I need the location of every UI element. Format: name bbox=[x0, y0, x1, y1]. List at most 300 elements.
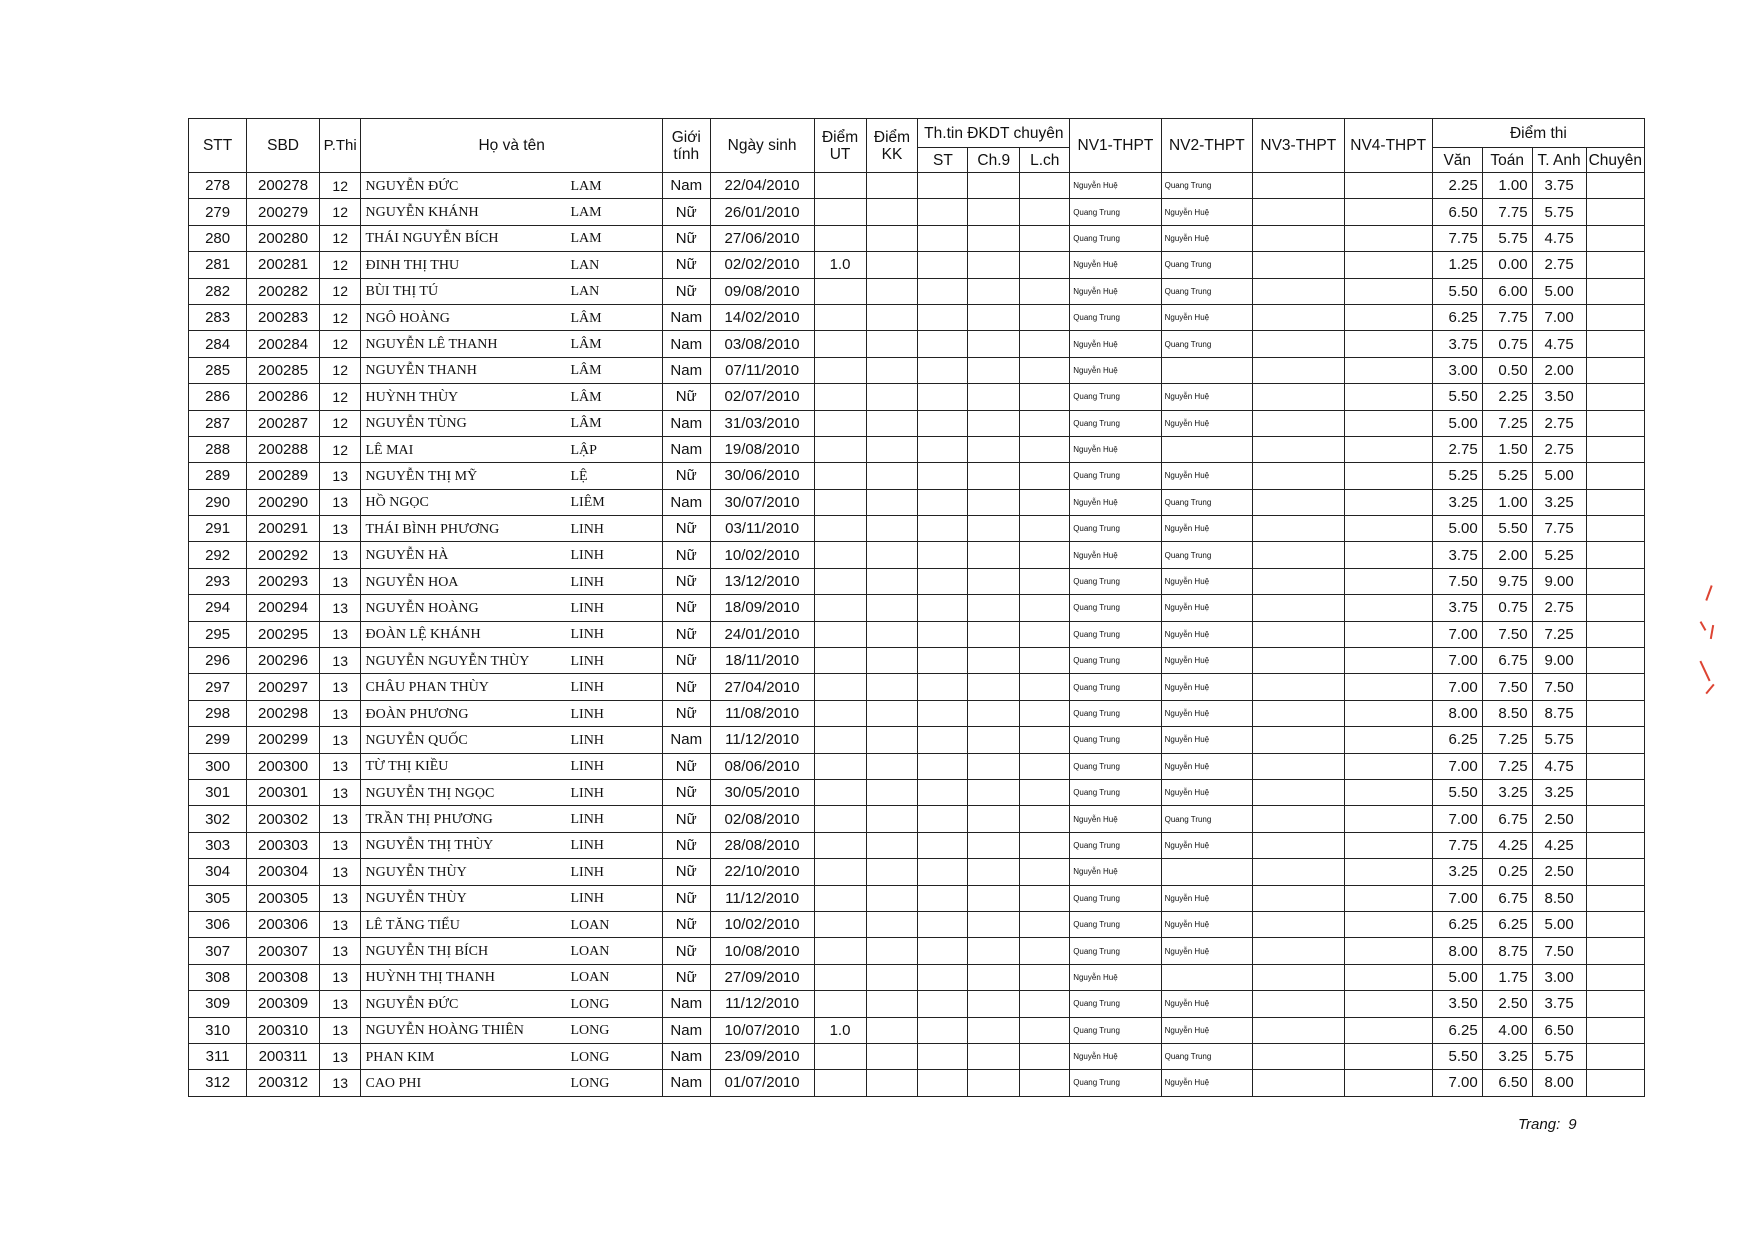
student-given-name: LAM bbox=[570, 231, 602, 247]
cell-chuyen bbox=[1586, 859, 1644, 885]
cell-chuyen bbox=[1586, 700, 1644, 726]
cell-name bbox=[361, 199, 662, 225]
cell-ch9 bbox=[968, 463, 1020, 489]
cell-kk bbox=[866, 542, 918, 568]
page-footer bbox=[1518, 1116, 1577, 1133]
cell-stt: 285 bbox=[189, 357, 247, 383]
cell-ut bbox=[814, 832, 866, 858]
cell-sbd: 200284 bbox=[247, 331, 320, 357]
cell-van: 6.25 bbox=[1432, 304, 1482, 330]
cell-van: 7.00 bbox=[1432, 885, 1482, 911]
cell-nv3 bbox=[1253, 542, 1344, 568]
cell-name bbox=[361, 173, 662, 199]
cell-nv1: Nguyễn Huệ bbox=[1070, 278, 1161, 304]
cell-lch bbox=[1020, 516, 1070, 542]
cell-stt: 288 bbox=[189, 436, 247, 462]
student-given-name: LẬP bbox=[570, 442, 597, 458]
cell-nv1: Quang Trung bbox=[1070, 1017, 1161, 1043]
cell-chuyen bbox=[1586, 727, 1644, 753]
cell-ut bbox=[814, 199, 866, 225]
col-stt: STT bbox=[189, 119, 247, 173]
cell-name bbox=[361, 357, 662, 383]
student-name: HUỲNH THỊ THANH bbox=[365, 970, 495, 986]
cell-stt: 289 bbox=[189, 463, 247, 489]
cell-st bbox=[918, 991, 968, 1017]
cell-toan: 0.75 bbox=[1482, 331, 1532, 357]
student-given-name: LINH bbox=[570, 680, 604, 696]
cell-toan: 7.25 bbox=[1482, 410, 1532, 436]
cell-nv1: Quang Trung bbox=[1070, 1070, 1161, 1096]
cell-name bbox=[361, 621, 662, 647]
cell-nv1: Nguyễn Huệ bbox=[1070, 252, 1161, 278]
table-row bbox=[189, 568, 1645, 594]
cell-dob: 27/06/2010 bbox=[710, 225, 814, 251]
cell-nv3 bbox=[1253, 331, 1344, 357]
cell-nv3 bbox=[1253, 225, 1344, 251]
cell-gender: Nữ bbox=[662, 753, 710, 779]
cell-ut bbox=[814, 911, 866, 937]
cell-name bbox=[361, 885, 662, 911]
cell-kk bbox=[866, 753, 918, 779]
cell-room: 13 bbox=[319, 489, 361, 515]
table-row bbox=[189, 199, 1645, 225]
cell-nv2: Nguyễn Huệ bbox=[1161, 779, 1252, 805]
cell-nv3 bbox=[1253, 779, 1344, 805]
cell-gender: Nữ bbox=[662, 225, 710, 251]
cell-lch bbox=[1020, 885, 1070, 911]
table-row bbox=[189, 727, 1645, 753]
cell-nv1: Nguyễn Huệ bbox=[1070, 173, 1161, 199]
cell-nv3 bbox=[1253, 859, 1344, 885]
col-thtin: Th.tin ĐKDT chuyên bbox=[918, 119, 1070, 148]
cell-sbd: 200289 bbox=[247, 463, 320, 489]
cell-room: 12 bbox=[319, 225, 361, 251]
cell-chuyen bbox=[1586, 753, 1644, 779]
student-name: NGUYỄN THÙY bbox=[365, 864, 467, 880]
cell-room: 13 bbox=[319, 542, 361, 568]
cell-anh: 2.75 bbox=[1532, 436, 1586, 462]
cell-sbd: 200283 bbox=[247, 304, 320, 330]
student-name: HỒ NGỌC bbox=[365, 495, 429, 511]
cell-chuyen bbox=[1586, 516, 1644, 542]
cell-toan: 6.00 bbox=[1482, 278, 1532, 304]
cell-sbd: 200295 bbox=[247, 621, 320, 647]
cell-anh: 5.00 bbox=[1532, 278, 1586, 304]
cell-chuyen bbox=[1586, 199, 1644, 225]
cell-sbd: 200307 bbox=[247, 938, 320, 964]
cell-nv2: Nguyễn Huệ bbox=[1161, 674, 1252, 700]
cell-gender: Nữ bbox=[662, 568, 710, 594]
cell-sbd: 200278 bbox=[247, 173, 320, 199]
cell-chuyen bbox=[1586, 885, 1644, 911]
table-row bbox=[189, 621, 1645, 647]
cell-nv2: Nguyễn Huệ bbox=[1161, 410, 1252, 436]
cell-st bbox=[918, 621, 968, 647]
cell-nv3 bbox=[1253, 199, 1344, 225]
cell-kk bbox=[866, 964, 918, 990]
student-name: CHÂU PHAN THÙY bbox=[365, 680, 489, 696]
cell-toan: 4.25 bbox=[1482, 832, 1532, 858]
cell-kk bbox=[866, 700, 918, 726]
col-kk: Điểm KK bbox=[866, 119, 918, 173]
cell-name bbox=[361, 225, 662, 251]
student-name: NGUYỄN THỊ MỸ bbox=[365, 468, 478, 484]
cell-nv3 bbox=[1253, 278, 1344, 304]
cell-ut bbox=[814, 1070, 866, 1096]
cell-nv1: Nguyễn Huệ bbox=[1070, 331, 1161, 357]
table-row bbox=[189, 806, 1645, 832]
student-given-name: LAM bbox=[570, 178, 602, 194]
cell-st bbox=[918, 648, 968, 674]
cell-room: 12 bbox=[319, 199, 361, 225]
cell-ch9 bbox=[968, 568, 1020, 594]
cell-name bbox=[361, 489, 662, 515]
cell-st bbox=[918, 832, 968, 858]
cell-lch bbox=[1020, 621, 1070, 647]
cell-nv2: Nguyễn Huệ bbox=[1161, 727, 1252, 753]
cell-nv2: Nguyễn Huệ bbox=[1161, 621, 1252, 647]
cell-lch bbox=[1020, 173, 1070, 199]
cell-dob: 09/08/2010 bbox=[710, 278, 814, 304]
student-given-name: LINH bbox=[570, 653, 604, 669]
cell-toan: 6.75 bbox=[1482, 648, 1532, 674]
cell-room: 13 bbox=[319, 806, 361, 832]
student-given-name: LINH bbox=[570, 732, 604, 748]
cell-kk bbox=[866, 357, 918, 383]
cell-sbd: 200301 bbox=[247, 779, 320, 805]
student-given-name: LÂM bbox=[570, 416, 602, 432]
cell-stt: 303 bbox=[189, 832, 247, 858]
cell-stt: 311 bbox=[189, 1043, 247, 1069]
cell-anh: 2.50 bbox=[1532, 806, 1586, 832]
table-row bbox=[189, 911, 1645, 937]
cell-nv3 bbox=[1253, 885, 1344, 911]
cell-dob: 30/05/2010 bbox=[710, 779, 814, 805]
page-label-text: Trang: bbox=[1518, 1116, 1561, 1133]
cell-gender: Nữ bbox=[662, 648, 710, 674]
cell-stt: 302 bbox=[189, 806, 247, 832]
cell-chuyen bbox=[1586, 436, 1644, 462]
cell-ch9 bbox=[968, 173, 1020, 199]
cell-dob: 27/09/2010 bbox=[710, 964, 814, 990]
cell-kk bbox=[866, 331, 918, 357]
cell-room: 12 bbox=[319, 384, 361, 410]
cell-nv2: Nguyễn Huệ bbox=[1161, 568, 1252, 594]
table-row bbox=[189, 1043, 1645, 1069]
cell-stt: 310 bbox=[189, 1017, 247, 1043]
cell-lch bbox=[1020, 1043, 1070, 1069]
cell-st bbox=[918, 964, 968, 990]
cell-toan: 7.25 bbox=[1482, 753, 1532, 779]
cell-nv2: Nguyễn Huệ bbox=[1161, 595, 1252, 621]
cell-nv1: Quang Trung bbox=[1070, 516, 1161, 542]
cell-nv2: Nguyễn Huệ bbox=[1161, 832, 1252, 858]
cell-gender: Nam bbox=[662, 1070, 710, 1096]
cell-van: 6.25 bbox=[1432, 911, 1482, 937]
cell-ut bbox=[814, 727, 866, 753]
cell-room: 13 bbox=[319, 753, 361, 779]
cell-dob: 24/01/2010 bbox=[710, 621, 814, 647]
cell-lch bbox=[1020, 357, 1070, 383]
cell-lch bbox=[1020, 278, 1070, 304]
cell-van: 8.00 bbox=[1432, 700, 1482, 726]
student-name: NGUYỄN THỊ BÍCH bbox=[365, 944, 489, 960]
cell-anh: 2.75 bbox=[1532, 595, 1586, 621]
margin-pen-marks bbox=[1700, 585, 1720, 705]
student-name: NGUYỄN THÙY bbox=[365, 891, 467, 907]
cell-sbd: 200308 bbox=[247, 964, 320, 990]
cell-nv1: Quang Trung bbox=[1070, 911, 1161, 937]
cell-sbd: 200302 bbox=[247, 806, 320, 832]
cell-st bbox=[918, 885, 968, 911]
cell-st bbox=[918, 727, 968, 753]
cell-ut bbox=[814, 779, 866, 805]
cell-lch bbox=[1020, 648, 1070, 674]
cell-nv4 bbox=[1344, 199, 1432, 225]
cell-dob: 22/10/2010 bbox=[710, 859, 814, 885]
cell-toan: 1.00 bbox=[1482, 489, 1532, 515]
student-name: NGUYỄN THỊ THÙY bbox=[365, 838, 494, 854]
student-given-name: LÂM bbox=[570, 363, 602, 379]
cell-nv3 bbox=[1253, 964, 1344, 990]
cell-anh: 9.00 bbox=[1532, 568, 1586, 594]
cell-dob: 28/08/2010 bbox=[710, 832, 814, 858]
cell-nv4 bbox=[1344, 489, 1432, 515]
cell-stt: 293 bbox=[189, 568, 247, 594]
cell-ut bbox=[814, 991, 866, 1017]
cell-dob: 31/03/2010 bbox=[710, 410, 814, 436]
cell-anh: 3.75 bbox=[1532, 991, 1586, 1017]
cell-gender: Nam bbox=[662, 304, 710, 330]
cell-ch9 bbox=[968, 727, 1020, 753]
cell-lch bbox=[1020, 753, 1070, 779]
cell-st bbox=[918, 753, 968, 779]
cell-toan: 2.00 bbox=[1482, 542, 1532, 568]
student-name: CAO PHI bbox=[365, 1075, 422, 1091]
cell-name bbox=[361, 568, 662, 594]
col-nv4: NV4-THPT bbox=[1344, 119, 1432, 173]
cell-nv3 bbox=[1253, 938, 1344, 964]
table-row bbox=[189, 859, 1645, 885]
cell-van: 1.25 bbox=[1432, 252, 1482, 278]
cell-room: 13 bbox=[319, 700, 361, 726]
cell-toan: 2.25 bbox=[1482, 384, 1532, 410]
cell-sbd: 200291 bbox=[247, 516, 320, 542]
student-name: NGUYỄN TÙNG bbox=[365, 416, 467, 432]
cell-kk bbox=[866, 199, 918, 225]
cell-ch9 bbox=[968, 252, 1020, 278]
cell-kk bbox=[866, 436, 918, 462]
cell-van: 2.75 bbox=[1432, 436, 1482, 462]
cell-lch bbox=[1020, 806, 1070, 832]
cell-toan: 7.50 bbox=[1482, 674, 1532, 700]
cell-room: 13 bbox=[319, 859, 361, 885]
cell-gender: Nữ bbox=[662, 938, 710, 964]
cell-toan: 8.75 bbox=[1482, 938, 1532, 964]
cell-nv4 bbox=[1344, 1017, 1432, 1043]
cell-name bbox=[361, 1043, 662, 1069]
cell-ut bbox=[814, 489, 866, 515]
cell-toan: 7.75 bbox=[1482, 304, 1532, 330]
student-name: ĐINH THỊ THU bbox=[365, 257, 460, 273]
cell-toan: 6.75 bbox=[1482, 885, 1532, 911]
cell-nv2: Nguyễn Huệ bbox=[1161, 991, 1252, 1017]
table-row bbox=[189, 832, 1645, 858]
cell-room: 12 bbox=[319, 173, 361, 199]
cell-nv2: Nguyễn Huệ bbox=[1161, 516, 1252, 542]
cell-van: 2.25 bbox=[1432, 173, 1482, 199]
student-name: NGUYỄN HOA bbox=[365, 574, 459, 590]
table-row bbox=[189, 436, 1645, 462]
cell-chuyen bbox=[1586, 621, 1644, 647]
cell-nv4 bbox=[1344, 727, 1432, 753]
cell-room: 13 bbox=[319, 595, 361, 621]
student-name: THÁI BÌNH PHƯƠNG bbox=[365, 521, 500, 537]
student-name: NGUYỄN THANH bbox=[365, 363, 477, 379]
cell-ut bbox=[814, 384, 866, 410]
cell-ch9 bbox=[968, 753, 1020, 779]
cell-dob: 11/12/2010 bbox=[710, 885, 814, 911]
cell-toan: 6.50 bbox=[1482, 1070, 1532, 1096]
cell-chuyen bbox=[1586, 304, 1644, 330]
cell-toan: 6.75 bbox=[1482, 806, 1532, 832]
cell-ch9 bbox=[968, 1017, 1020, 1043]
cell-gender: Nam bbox=[662, 357, 710, 383]
student-given-name: LINH bbox=[570, 838, 604, 854]
cell-toan: 9.75 bbox=[1482, 568, 1532, 594]
student-given-name: LINH bbox=[570, 759, 604, 775]
cell-stt: 292 bbox=[189, 542, 247, 568]
cell-toan: 1.00 bbox=[1482, 173, 1532, 199]
cell-ut bbox=[814, 225, 866, 251]
cell-nv4 bbox=[1344, 648, 1432, 674]
cell-gender: Nữ bbox=[662, 779, 710, 805]
cell-nv1: Quang Trung bbox=[1070, 938, 1161, 964]
cell-chuyen bbox=[1586, 489, 1644, 515]
student-name: NGÔ HOÀNG bbox=[365, 310, 450, 326]
cell-gender: Nữ bbox=[662, 516, 710, 542]
cell-room: 13 bbox=[319, 779, 361, 805]
col-ch9: Ch.9 bbox=[968, 148, 1020, 173]
cell-gender: Nam bbox=[662, 173, 710, 199]
cell-lch bbox=[1020, 674, 1070, 700]
cell-room: 13 bbox=[319, 568, 361, 594]
cell-ut bbox=[814, 885, 866, 911]
student-name: NGUYỄN THỊ NGỌC bbox=[365, 785, 495, 801]
cell-room: 13 bbox=[319, 621, 361, 647]
cell-lch bbox=[1020, 1017, 1070, 1043]
cell-dob: 07/11/2010 bbox=[710, 357, 814, 383]
cell-nv3 bbox=[1253, 700, 1344, 726]
cell-dob: 10/02/2010 bbox=[710, 542, 814, 568]
cell-room: 12 bbox=[319, 357, 361, 383]
cell-gender: Nam bbox=[662, 436, 710, 462]
student-given-name: LAN bbox=[570, 284, 600, 300]
cell-anh: 3.50 bbox=[1532, 384, 1586, 410]
cell-ch9 bbox=[968, 700, 1020, 726]
cell-ch9 bbox=[968, 489, 1020, 515]
cell-lch bbox=[1020, 384, 1070, 410]
cell-nv2: Nguyễn Huệ bbox=[1161, 1017, 1252, 1043]
cell-kk bbox=[866, 991, 918, 1017]
table-row bbox=[189, 542, 1645, 568]
cell-chuyen bbox=[1586, 278, 1644, 304]
cell-anh: 3.25 bbox=[1532, 779, 1586, 805]
cell-nv4 bbox=[1344, 357, 1432, 383]
cell-dob: 26/01/2010 bbox=[710, 199, 814, 225]
page-number: 9 bbox=[1568, 1116, 1577, 1133]
cell-name bbox=[361, 1017, 662, 1043]
cell-nv4 bbox=[1344, 911, 1432, 937]
cell-ch9 bbox=[968, 410, 1020, 436]
cell-sbd: 200288 bbox=[247, 436, 320, 462]
student-name: THÁI NGUYỄN BÍCH bbox=[365, 231, 499, 247]
cell-nv3 bbox=[1253, 489, 1344, 515]
student-name: HUỲNH THÙY bbox=[365, 389, 459, 405]
cell-gender: Nữ bbox=[662, 674, 710, 700]
col-name: Họ và tên bbox=[361, 119, 662, 173]
student-given-name: LINH bbox=[570, 864, 604, 880]
cell-sbd: 200279 bbox=[247, 199, 320, 225]
cell-sbd: 200309 bbox=[247, 991, 320, 1017]
cell-nv3 bbox=[1253, 1070, 1344, 1096]
cell-dob: 03/08/2010 bbox=[710, 331, 814, 357]
cell-lch bbox=[1020, 859, 1070, 885]
cell-gender: Nữ bbox=[662, 595, 710, 621]
student-name: NGUYỄN KHÁNH bbox=[365, 205, 479, 221]
cell-name bbox=[361, 806, 662, 832]
cell-lch bbox=[1020, 463, 1070, 489]
cell-st bbox=[918, 384, 968, 410]
cell-nv4 bbox=[1344, 304, 1432, 330]
cell-nv1: Quang Trung bbox=[1070, 727, 1161, 753]
cell-name bbox=[361, 832, 662, 858]
cell-kk bbox=[866, 516, 918, 542]
cell-sbd: 200312 bbox=[247, 1070, 320, 1096]
cell-chuyen bbox=[1586, 1043, 1644, 1069]
cell-dob: 18/11/2010 bbox=[710, 648, 814, 674]
cell-nv2: Nguyễn Huệ bbox=[1161, 938, 1252, 964]
cell-nv1: Nguyễn Huệ bbox=[1070, 964, 1161, 990]
col-van: Văn bbox=[1432, 148, 1482, 173]
cell-ut bbox=[814, 859, 866, 885]
cell-gender: Nữ bbox=[662, 278, 710, 304]
col-chuyen: Chuyên bbox=[1586, 148, 1644, 173]
cell-nv2 bbox=[1161, 357, 1252, 383]
cell-ch9 bbox=[968, 199, 1020, 225]
cell-room: 12 bbox=[319, 304, 361, 330]
cell-anh: 5.75 bbox=[1532, 1043, 1586, 1069]
col-nv2: NV2-THPT bbox=[1161, 119, 1252, 173]
cell-chuyen bbox=[1586, 173, 1644, 199]
cell-room: 13 bbox=[319, 911, 361, 937]
col-nv1: NV1-THPT bbox=[1070, 119, 1161, 173]
cell-st bbox=[918, 252, 968, 278]
cell-nv3 bbox=[1253, 674, 1344, 700]
cell-toan: 8.50 bbox=[1482, 700, 1532, 726]
cell-nv4 bbox=[1344, 173, 1432, 199]
cell-nv1: Quang Trung bbox=[1070, 595, 1161, 621]
cell-lch bbox=[1020, 938, 1070, 964]
cell-dob: 11/08/2010 bbox=[710, 700, 814, 726]
cell-nv2: Nguyễn Huệ bbox=[1161, 1070, 1252, 1096]
cell-gender: Nữ bbox=[662, 384, 710, 410]
cell-kk bbox=[866, 648, 918, 674]
cell-room: 13 bbox=[319, 1043, 361, 1069]
cell-van: 5.25 bbox=[1432, 463, 1482, 489]
student-name: NGUYỄN LÊ THANH bbox=[365, 337, 498, 353]
cell-st bbox=[918, 436, 968, 462]
